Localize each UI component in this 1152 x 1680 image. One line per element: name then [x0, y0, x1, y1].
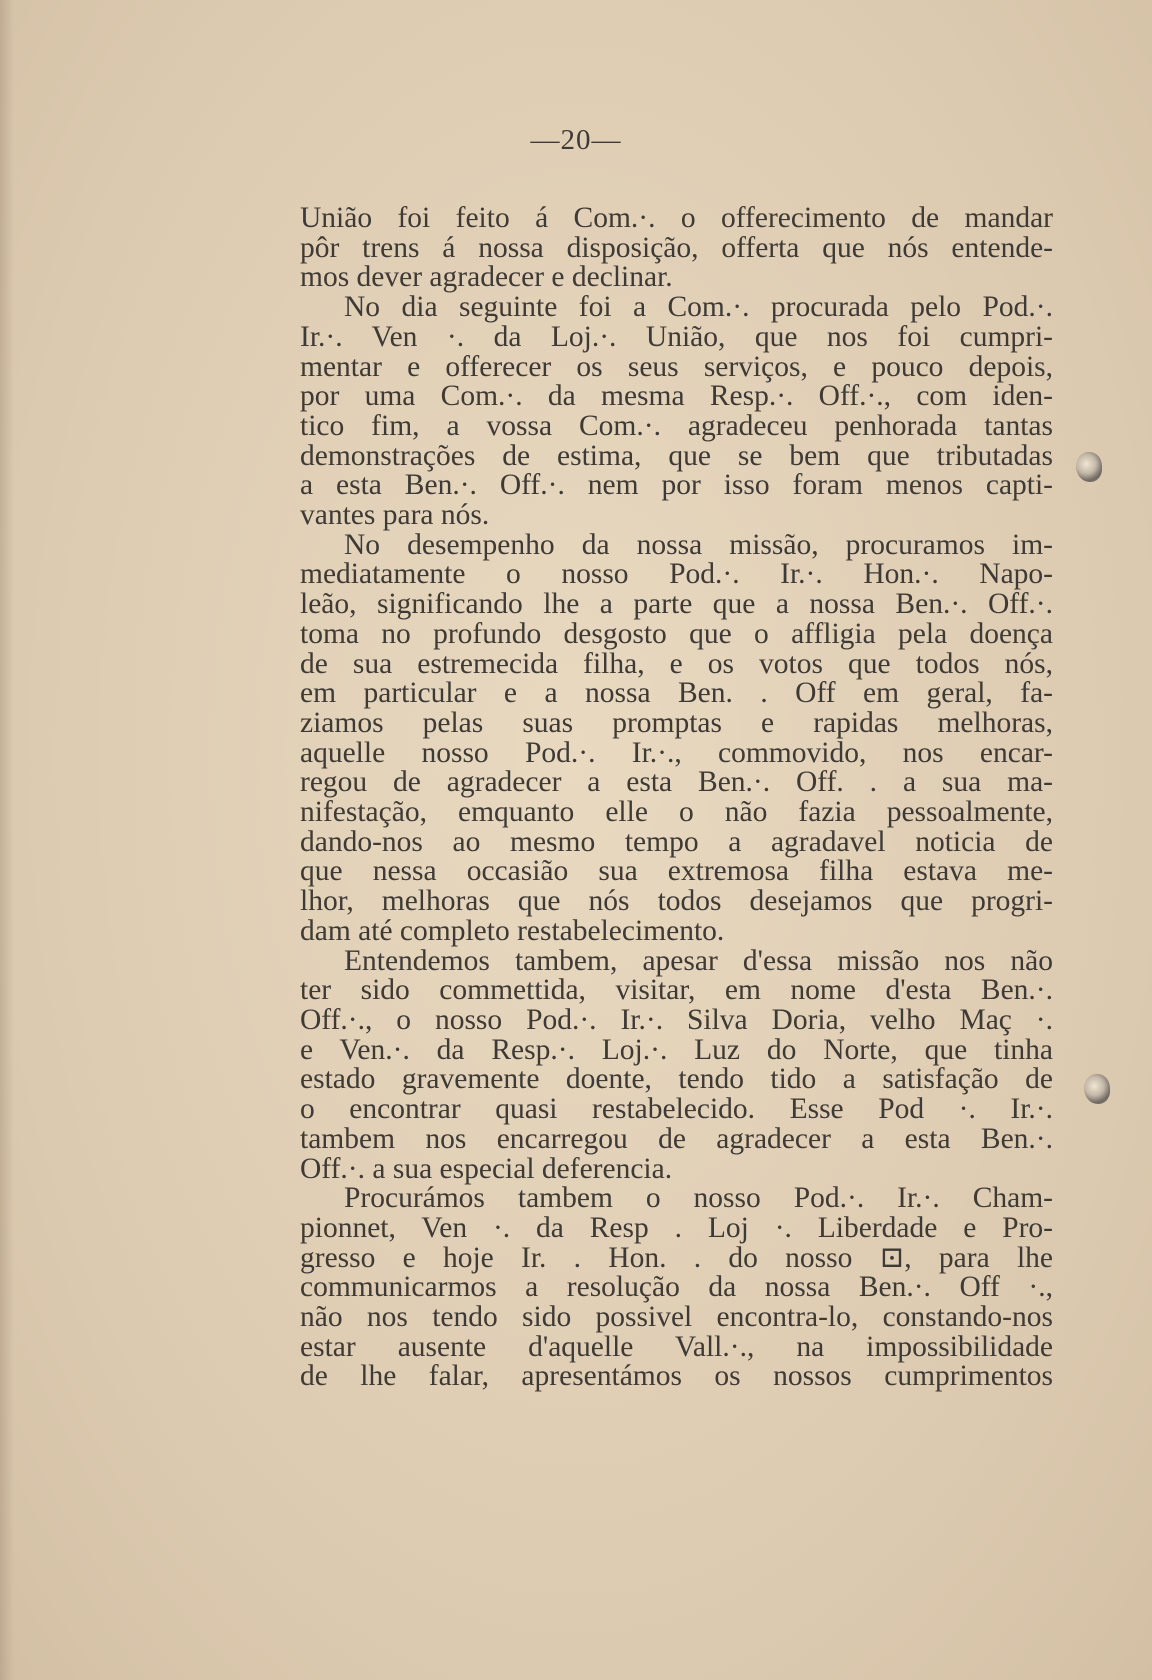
text-line: No dia seguinte foi a Com.·. procurada pelo Pod.·.	[344, 291, 1053, 324]
text-line: Off.·. a sua especial deferencia.	[300, 1152, 673, 1185]
text-line: não nos tendo sido possivel encontra-lo, constando-nos	[300, 1301, 1053, 1334]
page-number: —20—	[530, 124, 622, 156]
page-edge-shadow	[0, 0, 14, 1680]
text-line: a esta Ben.·. Off.·. nem por isso foram menos capti-	[300, 469, 1053, 502]
text-line: mediatamente o nosso Pod.·. Ir.·. Hon.·. Napo-	[300, 558, 1053, 591]
text-line: por uma Com.·. da mesma Resp.·. Off.·., com iden-	[300, 380, 1053, 413]
library-stamp-mark	[1084, 1074, 1110, 1104]
text-line: tambem nos encarregou de agradecer a esta Ben.·.	[300, 1122, 1053, 1155]
text-line: estado gravemente doente, tendo tido a satisfação de	[300, 1063, 1053, 1096]
text-line: e Ven.·. da Resp.·. Loj.·. Luz do Norte, que tinha	[300, 1033, 1053, 1066]
text-line: nifestação, emquanto elle o não fazia pessoalmente,	[300, 796, 1053, 829]
text-line: lhor, melhoras que nós todos desejamos que progri-	[300, 885, 1053, 918]
text-line: em particular e a nossa Ben. . Off em geral, fa-	[300, 677, 1053, 710]
text-line: leão, significando lhe a parte que a nossa Ben.·. Off.·.	[300, 588, 1053, 621]
text-line: pionnet, Ven ·. da Resp . Loj ·. Liberdade e Pro-	[300, 1211, 1053, 1244]
body-text	[300, 204, 1053, 1392]
library-stamp-mark	[1076, 452, 1102, 482]
text-line: communicarmos a resolução da nossa Ben.·. Off ·.,	[300, 1271, 1053, 1304]
text-line: mos dever agradecer e declinar.	[300, 261, 673, 294]
text-line: tico fim, a vossa Com.·. agradeceu penhorada tantas	[300, 409, 1053, 442]
text-line: pôr trens á nossa disposição, offerta que nós entende-	[300, 231, 1053, 264]
text-line: dam até completo restabelecimento.	[300, 914, 725, 947]
text-line: União foi feito á Com.·. o offerecimento de mandar	[300, 202, 1053, 234]
text-line: ter sido commettida, visitar, em nome d'esta Ben.·.	[300, 974, 1053, 1007]
text-line: que nessa occasião sua extremosa filha estava me-	[300, 855, 1053, 888]
text-line: gresso e hoje Ir. . Hon. . do nosso ⊡, para lhe	[300, 1241, 1053, 1274]
text-line: regou de agradecer a esta Ben.·. Off. . a sua ma-	[300, 766, 1053, 799]
text-line: estar ausente d'aquelle Vall.·., na impossibilidade	[300, 1330, 1053, 1363]
text-line: vantes para nós.	[300, 499, 490, 532]
text-line: Entendemos tambem, apesar d'essa missão nos não	[344, 944, 1053, 977]
text-line: de lhe falar, apresentámos os nossos cumprimentos	[300, 1360, 1053, 1393]
text-line: No desempenho da nossa missão, procuramos im-	[344, 528, 1053, 561]
text-line: Ir.·. Ven ·. da Loj.·. União, que nos foi cumpri-	[300, 320, 1053, 353]
text-line: Procurámos tambem o nosso Pod.·. Ir.·. Cham-	[344, 1182, 1053, 1215]
text-line: Off.·., o nosso Pod.·. Ir.·. Silva Doria, velho Maç ·.	[300, 1003, 1053, 1036]
text-line: ziamos pelas suas promptas e rapidas melhoras,	[300, 706, 1053, 739]
text-line: aquelle nosso Pod.·. Ir.·., commovido, nos encar-	[300, 736, 1053, 769]
text-line: toma no profundo desgosto que o affligia pela doença	[300, 617, 1053, 650]
text-line: o encontrar quasi restabelecido. Esse Pod ·. Ir.·.	[300, 1093, 1053, 1126]
text-line: mentar e offerecer os seus serviços, e pouco depois,	[300, 350, 1053, 383]
text-line: dando-nos ao mesmo tempo a agradavel noticia de	[300, 825, 1053, 858]
text-line: de sua estremecida filha, e os votos que todos nós,	[300, 647, 1053, 680]
text-line: demonstrações de estima, que se bem que tributadas	[300, 439, 1053, 472]
